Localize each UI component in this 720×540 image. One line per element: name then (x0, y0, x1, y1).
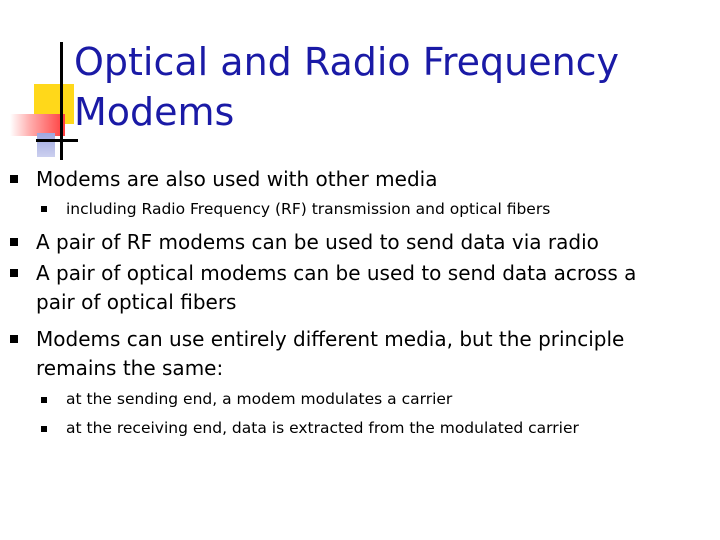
bullet-marker (10, 238, 18, 246)
slide-title (74, 37, 619, 137)
bullet-text: Modems are also used with other media (36, 167, 438, 191)
title-logo-blue-block (37, 133, 55, 157)
slide-title-line-2: Modems (74, 90, 235, 134)
title-logo-horizontal-line (36, 139, 78, 142)
bullet-marker (10, 335, 18, 343)
sub-bullet-marker (41, 206, 47, 212)
bullet-text-line-2: remains the same: (36, 356, 224, 380)
bullet-text-line-1: A pair of optical modems can be used to send data across a (36, 261, 637, 285)
sub-bullet-marker (41, 426, 47, 432)
sub-bullet-marker (41, 397, 47, 403)
slide-title-line-1: Optical and Radio Frequency (74, 40, 620, 84)
sub-bullet-text: including Radio Frequency (RF) transmission and optical fibers (66, 200, 551, 218)
bullet-text-line-2: pair of optical fibers (36, 290, 237, 314)
bullet-text-line-1: Modems can use entirely different media, but the principle (36, 327, 625, 351)
bullet-marker (10, 175, 18, 183)
sub-bullet-text: at the sending end, a modem modulates a carrier (66, 390, 453, 408)
title-logo-vertical-line (60, 42, 63, 160)
bullet-marker (10, 269, 18, 277)
bullet-text: A pair of RF modems can be used to send data via radio (36, 230, 599, 254)
sub-bullet-text: at the receiving end, data is extracted from the modulated carrier (66, 419, 579, 437)
